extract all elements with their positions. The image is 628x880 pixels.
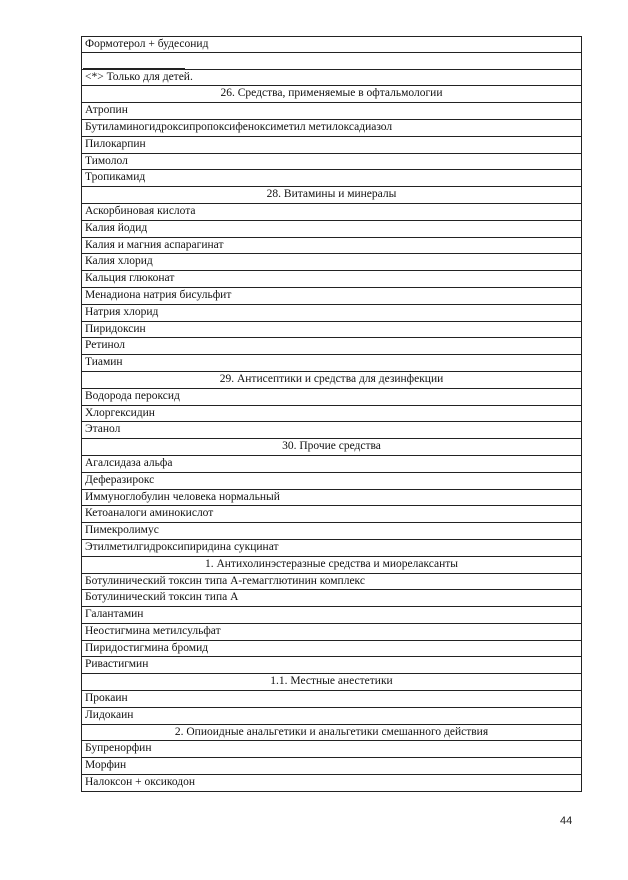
table-row: Галантамин [81, 607, 582, 624]
table-row: Пилокарпин [81, 137, 582, 154]
table-row: Менадиона натрия бисульфит [81, 288, 582, 305]
table-row: <*> Только для детей. [81, 70, 582, 87]
table-row: Аскорбиновая кислота [81, 204, 582, 221]
table-row: Кальция глюконат [81, 271, 582, 288]
table-row: Калия и магния аспарагинат [81, 238, 582, 255]
drug-list-table [81, 36, 582, 792]
table-row: Пиридоксин [81, 322, 582, 339]
table-row: Этилметилгидроксипиридина сукцинат [81, 540, 582, 557]
table-row: Лидокаин [81, 708, 582, 725]
table-row: Прокаин [81, 691, 582, 708]
section-heading: 2. Опиоидные анальгетики и анальгетики смешанного действия [81, 725, 582, 742]
table-row: Морфин [81, 758, 582, 775]
table-row: Атропин [81, 103, 582, 120]
table-row: Тропикамид [81, 170, 582, 187]
table-row: Налоксон + оксикодон [81, 775, 582, 792]
section-heading: 1. Антихолинэстеразные средства и миорелаксанты [81, 557, 582, 574]
table-row: Натрия хлорид [81, 305, 582, 322]
section-heading: 30. Прочие средства [81, 439, 582, 456]
table-row: Бупренорфин [81, 741, 582, 758]
table-row: Пиридостигмина бромид [81, 641, 582, 658]
table-row: Ботулинический токсин типа А [81, 590, 582, 607]
table-row: Кетоаналоги аминокислот [81, 506, 582, 523]
table-row: Тимолол [81, 154, 582, 171]
table-row: Калия йодид [81, 221, 582, 238]
table-row: Тиамин [81, 355, 582, 372]
page-number: 44 [560, 815, 573, 827]
table-row: Агалсидаза альфа [81, 456, 582, 473]
table-row: Водорода пероксид [81, 389, 582, 406]
table-row: Ретинол [81, 338, 582, 355]
table-row: Неостигмина метилсульфат [81, 624, 582, 641]
table-row: Бутиламиногидроксипропоксифеноксиметил метилоксадиазол [81, 120, 582, 137]
table-row: Этанол [81, 422, 582, 439]
table-row: Формотерол + будесонид [81, 36, 582, 53]
section-heading: 29. Антисептики и средства для дезинфекции [81, 372, 582, 389]
table-row: Иммуноглобулин человека нормальный [81, 490, 582, 507]
section-heading: 28. Витамины и минералы [81, 187, 582, 204]
table-row: Деферазирокс [81, 473, 582, 490]
table-row: Ривастигмин [81, 657, 582, 674]
section-heading: 26. Средства, применяемые в офтальмологии [81, 86, 582, 103]
section-heading: 1.1. Местные анестетики [81, 674, 582, 691]
table-row: Пимекролимус [81, 523, 582, 540]
table-row: Ботулинический токсин типа А-гемагглютинин комплекс [81, 574, 582, 591]
table-row: Калия хлорид [81, 254, 582, 271]
table-row: Хлоргексидин [81, 406, 582, 423]
footnote-separator [83, 68, 185, 69]
